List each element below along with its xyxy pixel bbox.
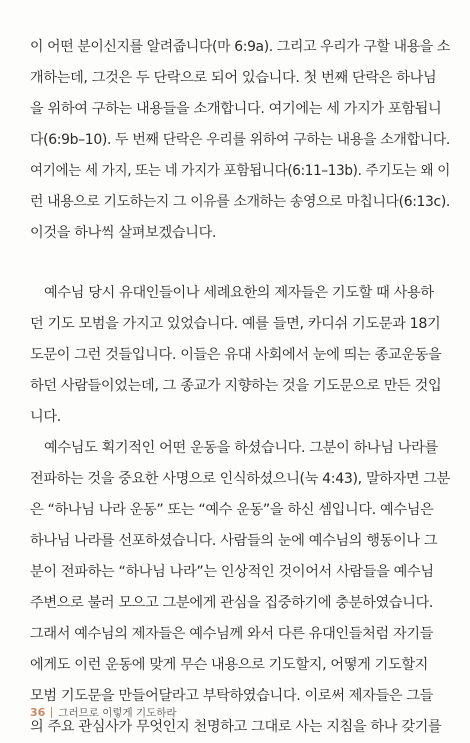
text-line: 하나님 나라를 선포하셨습니다. 사람들의 눈에 예수님의 행동이나 그 — [30, 533, 438, 549]
text-line: 분이 전파하는 “하나님 나라”는 인상적인 것이어서 사람들을 예수님 — [30, 564, 434, 580]
text-line: 은 “하나님 나라 운동” 또는 “예수 운동”을 하신 셈입니다. 예수님은 — [30, 502, 434, 518]
text-line: 이 어떤 분이신지를 알려줍니다(마 6:9a). 그리고 우리가 구할 내용을 소 — [30, 39, 450, 55]
text-line: 런 내용으로 기도하는지 그 이유를 소개하는 송영으로 마칩니다(6:13c). — [30, 194, 450, 210]
text-line: 예수님 당시 유대인들이나 세례요한의 제자들은 기도할 때 사용하 — [44, 285, 434, 301]
page-number: 36 — [30, 706, 46, 719]
text-line: 개하는데, 그것은 두 단락으로 되어 있습니다. 첫 번째 단락은 하나님 — [30, 70, 437, 86]
page-footer — [30, 705, 177, 720]
text-line: 니다. — [30, 409, 61, 425]
text-line: 전파하는 것을 중요한 사명으로 인식하셨으니(눅 4:43), 말하자면 그분 — [30, 471, 450, 487]
text-line: 던 기도 모범을 가지고 있었습니다. 예를 들면, 카디쉬 기도문과 18기 — [30, 316, 441, 332]
text-line: 여기에는 세 가지, 또는 네 가지가 포함됩니다(6:11–13b). 주기도는 왜 이 — [30, 163, 450, 179]
text-line: 예수님도 획기적인 어떤 운동을 하셨습니다. 그분이 하나님 나라를 — [44, 440, 438, 456]
text-line: 모범 기도문을 만들어달라고 부탁하였습니다. 이로써 제자들은 그들 — [30, 688, 434, 704]
text-line: 주변으로 불러 모으고 그분에게 관심을 집중하기에 충분하였습니다. — [30, 595, 434, 611]
text-line: 을 위하여 구하는 내용들을 소개합니다. 여기에는 세 가지가 포함됩니 — [30, 101, 442, 117]
text-line: 이것을 하나씩 살펴보겠습니다. — [30, 225, 217, 241]
text-line: 도문이 그런 것들입니다. 이들은 유대 사회에서 눈에 띄는 종교운동을 — [30, 347, 442, 363]
footer-divider — [51, 707, 52, 718]
text-line: 다(6:9b–10). 두 번째 단락은 우리를 위하여 구하는 내용을 소개합니다. — [30, 132, 450, 148]
text-line: 그래서 예수님의 제자들은 예수님께 와서 다른 유대인들처럼 자기들 — [30, 626, 434, 642]
text-line: 에게도 이런 운동에 맞게 무슨 내용으로 기도할지, 어떻게 기도할지 — [30, 657, 429, 673]
text-line: 의 주요 관심사가 무엇인지 천명하고 그대로 사는 지침을 하나 갖기를 — [30, 719, 442, 735]
running-title: 그러므로 이렇게 기도하라 — [58, 707, 177, 719]
text-line: 하던 사람들이었는데, 그 종교가 지향하는 것을 기도문으로 만든 것입 — [30, 378, 442, 394]
